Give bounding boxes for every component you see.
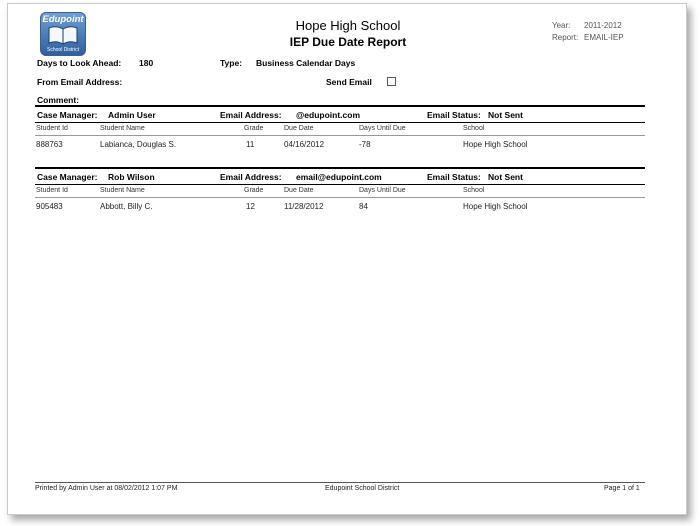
report-code-label: Report: xyxy=(552,33,579,42)
col-school: School xyxy=(463,187,485,194)
printed-by: Printed by Admin User at 08/02/2012 1:07 PM xyxy=(35,485,178,492)
col-student-name: Student Name xyxy=(100,125,145,132)
col-grade: Grade xyxy=(244,125,264,132)
logo-subtitle: School District xyxy=(47,47,79,53)
row-days-until-due: 84 xyxy=(359,202,368,211)
col-days-until-due: Days Until Due xyxy=(359,125,406,132)
row-due-date: 04/16/2012 xyxy=(284,140,325,149)
type-label: Type: xyxy=(220,58,243,68)
row-school: Hope High School xyxy=(463,202,528,211)
year-value: 2011-2012 xyxy=(584,21,622,30)
group-2-header-rule xyxy=(35,184,645,185)
edupoint-logo xyxy=(40,12,86,56)
group-2-case-manager: Rob Wilson xyxy=(108,172,155,182)
comment-label: Comment: xyxy=(37,95,80,105)
days-ahead-value: 180 xyxy=(139,58,154,68)
row-student-name: Abbott, Billy C. xyxy=(100,202,153,211)
group-2-email: email@edupoint.com xyxy=(296,172,382,182)
from-email-label: From Email Address: xyxy=(37,77,123,87)
report-code-value: EMAIL-IEP xyxy=(584,33,624,42)
send-email-checkbox[interactable] xyxy=(387,77,396,86)
report-title: IEP Due Date Report xyxy=(289,35,407,49)
logo-word: Edupoint xyxy=(42,14,84,25)
group-1-top-rule xyxy=(35,105,645,107)
page-number: Page 1 of 1 xyxy=(604,485,640,492)
book-icon xyxy=(48,25,78,45)
group-1-case-manager: Admin User xyxy=(108,110,156,120)
group-1-header-rule xyxy=(35,122,645,123)
send-email-label: Send Email xyxy=(326,77,372,87)
col-due-date: Due Date xyxy=(284,125,314,132)
footer-rule xyxy=(35,482,645,483)
col-school: School xyxy=(463,125,485,132)
group-1-columns-rule xyxy=(35,135,645,136)
col-due-date: Due Date xyxy=(284,187,314,194)
row-school: Hope High School xyxy=(463,140,528,149)
group-1-status-label: Email Status: xyxy=(427,110,481,120)
group-1-email: @edupoint.com xyxy=(296,110,361,120)
col-student-name: Student Name xyxy=(100,187,145,194)
col-student-id: Student Id xyxy=(36,187,68,194)
group-1-status: Not Sent xyxy=(488,110,523,120)
group-2-columns-rule xyxy=(35,197,645,198)
report-page xyxy=(7,3,687,515)
row-grade: 12 xyxy=(246,202,255,211)
col-days-until-due: Days Until Due xyxy=(359,187,406,194)
group-2-status: Not Sent xyxy=(488,172,523,182)
days-ahead-label: Days to Look Ahead: xyxy=(37,58,122,68)
row-student-name: Labianca, Douglas S. xyxy=(100,140,177,149)
group-2-email-label: Email Address: xyxy=(220,172,282,182)
district-name: Edupoint School District xyxy=(325,485,400,492)
row-student-id: 905483 xyxy=(36,202,63,211)
group-2-top-rule xyxy=(35,167,645,169)
year-label: Year: xyxy=(552,21,571,30)
group-1-email-label: Email Address: xyxy=(220,110,282,120)
row-student-id: 888763 xyxy=(36,140,63,149)
group-2-case-manager-label: Case Manager: xyxy=(37,172,98,182)
row-grade: 11 xyxy=(246,140,255,149)
type-value: Business Calendar Days xyxy=(256,58,356,68)
group-2-status-label: Email Status: xyxy=(427,172,481,182)
group-1-case-manager-label: Case Manager: xyxy=(37,110,98,120)
col-grade: Grade xyxy=(244,187,264,194)
row-due-date: 11/28/2012 xyxy=(284,202,324,211)
col-student-id: Student Id xyxy=(36,125,68,132)
row-days-until-due: -78 xyxy=(359,140,371,149)
school-name: Hope High School xyxy=(295,18,401,33)
